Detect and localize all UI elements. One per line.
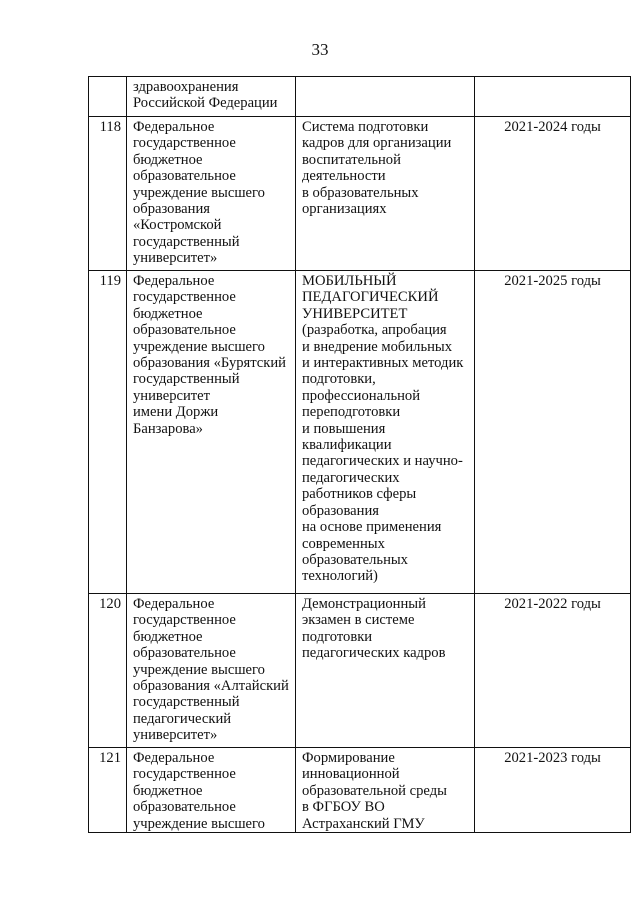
- organization-cell: Федеральное государственное бюджетное образовательное учреждение высшего образования «Костромской государственный университет»: [127, 117, 296, 271]
- table-row: [89, 594, 631, 748]
- years-cell: [475, 77, 631, 117]
- row-number: 118: [89, 117, 127, 271]
- project-cell: [296, 77, 475, 117]
- table-row: [89, 117, 631, 271]
- row-number: [89, 77, 127, 117]
- table-row: [89, 271, 631, 594]
- organization-cell: Федеральное государственное бюджетное образовательное учреждение высшего: [127, 748, 296, 833]
- table-row: [89, 77, 631, 117]
- row-number: 121: [89, 748, 127, 833]
- project-cell: МОБИЛЬНЫЙ ПЕДАГОГИЧЕСКИЙ УНИВЕРСИТЕТ (разработка, апробация и внедрение мобильных и интерактивных методик подготовки, профессиональной переподготовки и повышения квалификации педагогических и научно- педагогических работников сферы образования на основе применения современных образовательных технологий): [296, 271, 475, 594]
- years-cell: 2021-2023 годы: [475, 748, 631, 833]
- organization-cell: Федеральное государственное бюджетное образовательное учреждение высшего образования «Бурятский государственный университет имени Доржи Банзарова»: [127, 271, 296, 594]
- project-cell: Формирование инновационной образовательной среды в ФГБОУ ВО Астраханский ГМУ: [296, 748, 475, 833]
- table-row: [89, 748, 631, 833]
- programs-table: [88, 76, 631, 833]
- years-cell: 2021-2022 годы: [475, 594, 631, 748]
- years-cell: 2021-2025 годы: [475, 271, 631, 594]
- project-cell: Демонстрационный экзамен в системе подготовки педагогических кадров: [296, 594, 475, 748]
- row-number: 119: [89, 271, 127, 594]
- page-number: 33: [311, 40, 329, 59]
- row-number: 120: [89, 594, 127, 748]
- organization-cell: Федеральное государственное бюджетное образовательное учреждение высшего образования «Алтайский государственный педагогический университет»: [127, 594, 296, 748]
- project-cell: Система подготовки кадров для организации воспитательной деятельности в образовательных организациях: [296, 117, 475, 271]
- organization-cell: здравоохранения Российской Федерации: [127, 77, 296, 117]
- years-cell: 2021-2024 годы: [475, 117, 631, 271]
